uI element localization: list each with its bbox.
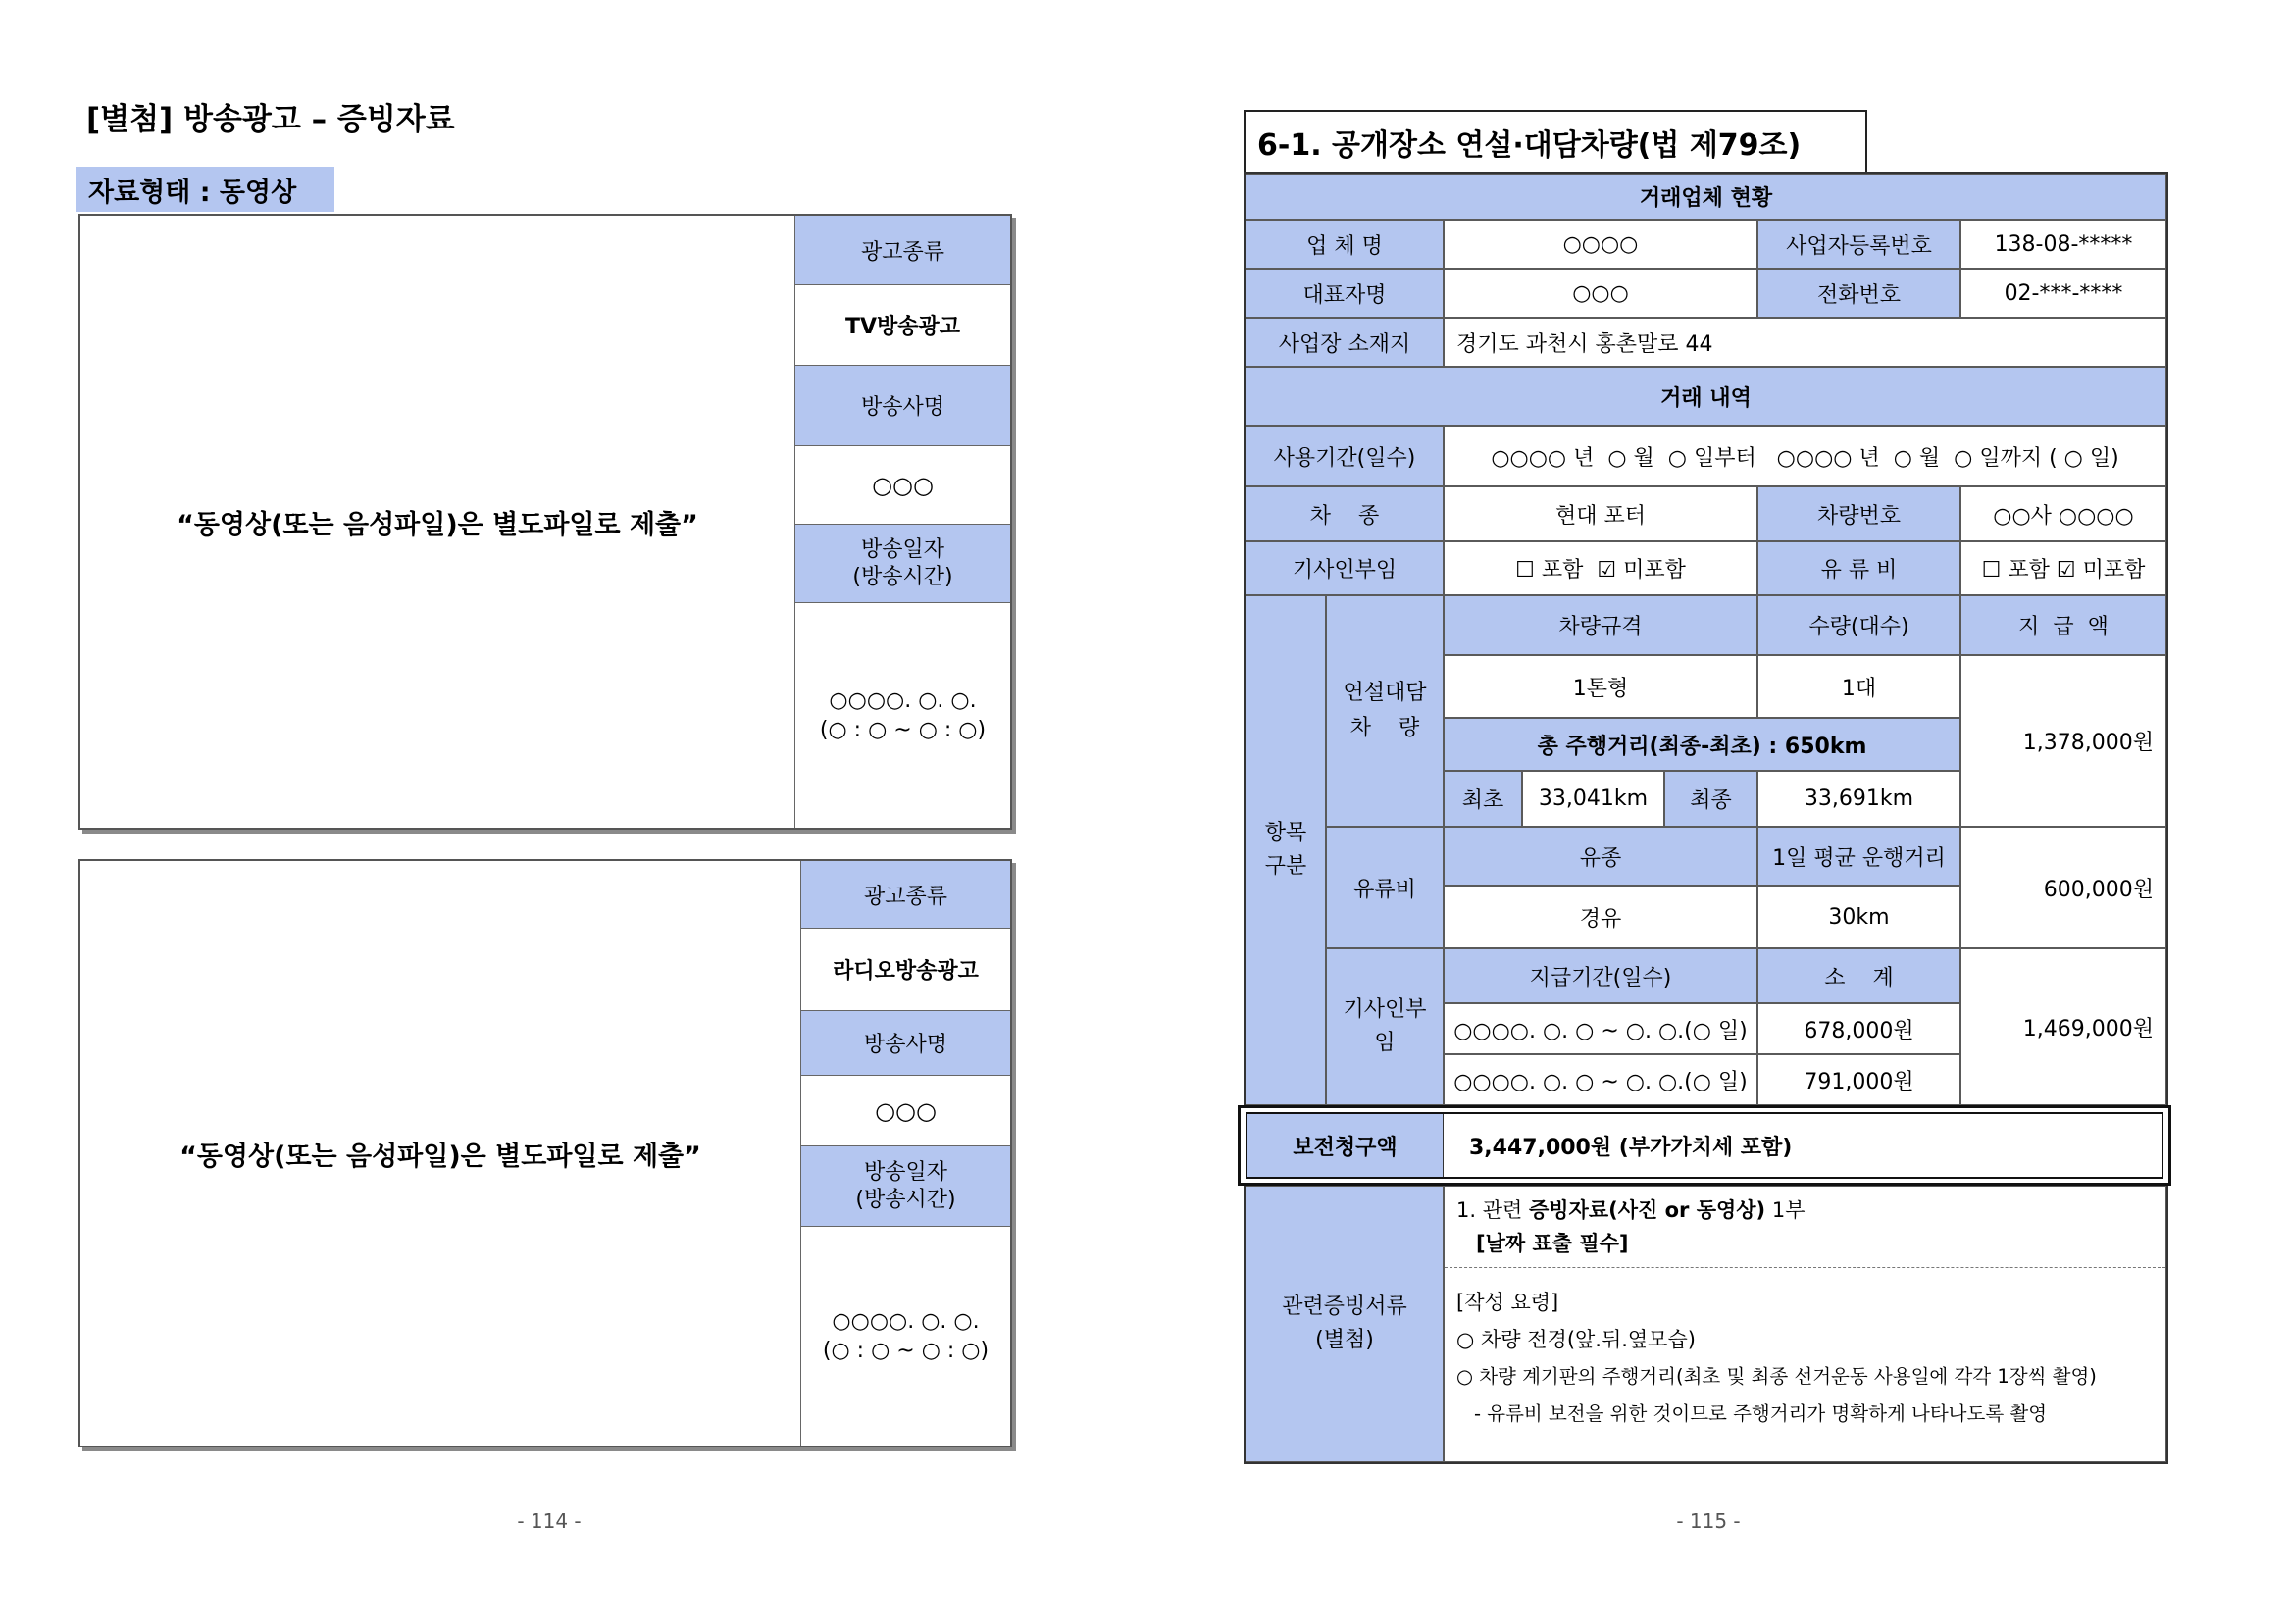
broadcaster-value: ○○○ [800, 1075, 1010, 1145]
phone-label: 전화번호 [1757, 269, 1960, 318]
company-name-value: ○○○○ [1444, 220, 1757, 269]
form-type-label: 자료형태 : 동영상 [76, 167, 334, 212]
pay-period-header: 지급기간(일수) [1444, 948, 1757, 1003]
docs-divider [1445, 1267, 2165, 1268]
evidence-box-radio [78, 859, 1012, 1447]
item-class-label: 항목 구분 [1246, 595, 1326, 1105]
biz-reg-label: 사업자등록번호 [1757, 220, 1960, 269]
fuel-amount: 600,000원 [1960, 827, 2166, 948]
speech-vehicle-label-line1: 연설대담 [1343, 681, 1427, 705]
company-section-header: 거래업체 현황 [1246, 174, 2166, 220]
ceo-label: 대표자명 [1246, 269, 1444, 318]
ceo-value: ○○○ [1444, 269, 1757, 318]
driver-wage-include-label: 기사인부임 [1246, 541, 1444, 595]
pay-header: 지 급 액 [1960, 595, 2166, 655]
docs-line-2: [날짜 표출 필수] [1476, 1232, 1629, 1255]
last-odometer-label: 최종 [1664, 771, 1757, 827]
pay-period-1: ○○○○. ○. ○ ~ ○. ○.(○ 일) [1444, 1003, 1757, 1054]
ad-type-label: 광고종류 [794, 216, 1010, 284]
broadcast-date-value-line1: ○○○○. ○. ○. [829, 687, 977, 713]
broadcast-date-label-line2: (방송시간) [852, 564, 953, 589]
docs-line-5: ○ 차량 계기판의 주행거리(최초 및 최종 선거운동 사용일에 각각 1장씩 촬영) [1456, 1365, 2097, 1388]
broadcast-date-label [794, 524, 1010, 602]
docs-line-6: - 유류비 보전을 위한 것이므로 주행거리가 명확하게 나타나도록 촬영 [1474, 1402, 2048, 1425]
docs-line-1-prefix: 1. 관련 [1456, 1198, 1529, 1222]
car-type-value: 현대 포터 [1444, 486, 1757, 541]
broadcaster-label: 방송사명 [800, 1010, 1010, 1075]
docs-line-1-suffix: 1부 [1765, 1198, 1806, 1222]
page-number-left: - 114 - [517, 1509, 582, 1533]
phone-value: 02-***-**** [1960, 269, 2166, 318]
docs-label [1246, 1186, 1444, 1462]
ad-type-value: TV방송광고 [794, 284, 1010, 365]
ad-type-value: 라디오방송광고 [800, 928, 1010, 1010]
claim-amount-value: 3,447,000원 (부가가치세 포함) [1469, 1135, 1793, 1160]
daily-distance-header: 1일 평균 운행거리 [1757, 827, 1960, 886]
docs-label-line2: (별첨) [1315, 1328, 1374, 1352]
docs-content [1444, 1186, 2166, 1462]
broadcast-date-label [800, 1145, 1010, 1226]
docs-line-1 [1456, 1194, 1805, 1224]
broadcast-date-value-line2: (○ : ○ ~ ○ : ○) [822, 1338, 990, 1363]
driver-wage-label-line2: 임 [1374, 1031, 1396, 1055]
address-label: 사업장 소재지 [1246, 318, 1444, 367]
driver-wage-include-value: ☐ 포함 ☑ 미포함 [1444, 541, 1757, 595]
page-number-right: - 115 - [1676, 1509, 1741, 1533]
subtotal-header: 소 계 [1757, 948, 1960, 1003]
broadcast-date-label-line1: 방송일자 [863, 1159, 947, 1185]
page-title: [별첨] 방송광고 – 증빙자료 [86, 102, 455, 137]
fuel-include-value: ☐ 포함 ☑ 미포함 [1960, 541, 2166, 595]
company-name-label: 업 체 명 [1246, 220, 1444, 269]
car-type-label: 차 종 [1246, 486, 1444, 541]
broadcast-date-label-line2: (방송시간) [855, 1187, 956, 1212]
biz-reg-value: 138-08-***** [1960, 220, 2166, 269]
evidence-box-tv [78, 214, 1012, 830]
broadcaster-label: 방송사명 [794, 365, 1010, 445]
submission-note: “동영상(또는 음성파일)은 별도파일로 제출” [179, 1141, 701, 1172]
speech-vehicle-label [1326, 595, 1444, 827]
docs-line-4: ○ 차량 전경(앞.뒤.옆모습) [1456, 1328, 1696, 1351]
driver-wage-label [1326, 948, 1444, 1105]
pay-period-2: ○○○○. ○. ○ ~ ○. ○.(○ 일) [1444, 1054, 1757, 1105]
car-number-label: 차량번호 [1757, 486, 1960, 541]
qty-header: 수량(대수) [1757, 595, 1960, 655]
total-distance: 총 주행거리(최종-최초) : 650km [1444, 718, 1960, 771]
broadcaster-value: ○○○ [794, 445, 1010, 524]
fuel-type-value: 경유 [1444, 886, 1757, 948]
subtotal-2: 791,000원 [1757, 1054, 1960, 1105]
first-odometer-label: 최초 [1444, 771, 1522, 827]
first-odometer-value: 33,041km [1522, 771, 1664, 827]
spec-value: 1톤형 [1444, 655, 1757, 718]
usage-period-label: 사용기간(일수) [1246, 426, 1444, 486]
broadcast-date-value [794, 602, 1010, 828]
spec-header: 차량규격 [1444, 595, 1757, 655]
broadcast-date-label-line1: 방송일자 [860, 536, 944, 562]
broadcast-date-value-line1: ○○○○. ○. ○. [832, 1308, 980, 1334]
submission-note: “동영상(또는 음성파일)은 별도파일로 제출” [177, 509, 698, 540]
section-title: 6-1. 공개장소 연설·대담차량(법 제79조) [1244, 110, 1867, 172]
vehicle-amount: 1,378,000원 [1960, 655, 2166, 827]
last-odometer-value: 33,691km [1757, 771, 1960, 827]
qty-value: 1대 [1757, 655, 1960, 718]
docs-line-1-bold: 증빙자료(사진 or 동영상) [1528, 1198, 1766, 1222]
usage-period-value: ○○○○ 년 ○ 월 ○ 일부터 ○○○○ 년 ○ 월 ○ 일까지 ( ○ 일) [1444, 426, 2166, 486]
fuel-type-header: 유종 [1444, 827, 1757, 886]
daily-distance-value: 30km [1757, 886, 1960, 948]
claim-amount-label: 보전청구액 [1247, 1114, 1444, 1177]
address-value: 경기도 과천시 홍촌말로 44 [1444, 318, 2166, 367]
docs-label-line1: 관련증빙서류 [1282, 1294, 1407, 1319]
ad-type-label: 광고종류 [800, 861, 1010, 928]
broadcast-date-value-line2: (○ : ○ ~ ○ : ○) [819, 717, 987, 742]
fuel-cost-label: 유류비 [1326, 827, 1444, 948]
speech-vehicle-label-line2: 차 량 [1349, 716, 1420, 740]
driver-wage-label-line1: 기사인부 [1343, 997, 1427, 1022]
broadcast-date-value [800, 1226, 1010, 1446]
trade-section-header: 거래 내역 [1246, 367, 2166, 426]
driver-amount: 1,469,000원 [1960, 948, 2166, 1105]
docs-line-3: [작성 요령] [1456, 1291, 1559, 1314]
fuel-include-label: 유 류 비 [1757, 541, 1960, 595]
car-number-value: ○○사 ○○○○ [1960, 486, 2166, 541]
subtotal-1: 678,000원 [1757, 1003, 1960, 1054]
